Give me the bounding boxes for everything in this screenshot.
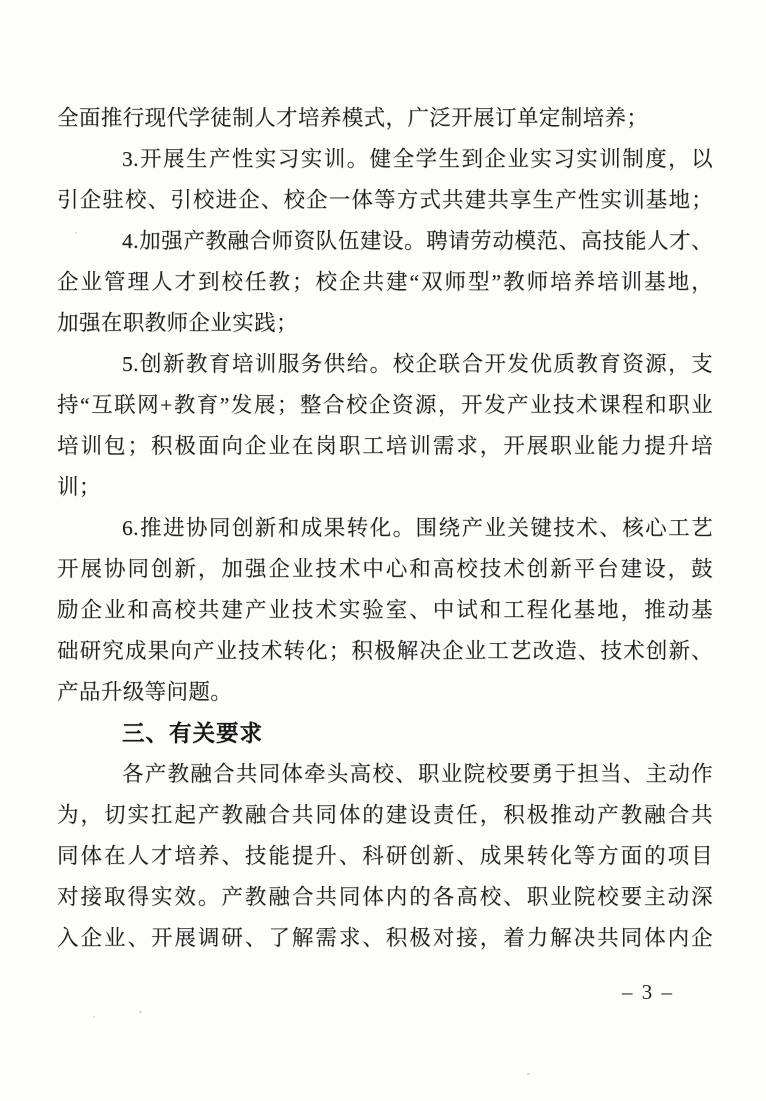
scan-speckle	[75, 232, 77, 234]
document-body	[57, 98, 713, 959]
text-line-item6: 6.推进协同创新和成果转化。围绕产业关键技术、核心工艺	[122, 516, 713, 540]
text-line: 持“互联网+教育”发展；整合校企资源，开发产业技术课程和职业	[57, 393, 713, 417]
section-heading: 三、有关要求	[122, 721, 264, 746]
text-line-item5: 5.创新教育培训服务供给。校企联合开发优质教育资源，支	[122, 352, 713, 376]
text-line: 企业管理人才到校任教；校企共建“双师型”教师培养培训基地，	[57, 270, 713, 294]
scan-speckle	[527, 1073, 530, 1075]
text-line-item3: 3.开展生产性实习实训。健全学生到企业实习实训制度，以	[122, 147, 713, 171]
text-line: 各产教融合共同体牵头高校、职业院校要勇于担当、主动作	[122, 762, 713, 786]
text-line: 励企业和高校共建产业技术实验室、中试和工程化基地，推动基	[57, 598, 713, 622]
text-line: 为，切实扛起产教融合共同体的建设责任，积极推动产教融合共	[57, 803, 713, 827]
page-number: – 3 –	[622, 980, 674, 1004]
text-line: 培训包；积极面向企业在岗职工培训需求，开展职业能力提升培	[57, 434, 713, 458]
text-line: 同体在人才培养、技能提升、科研创新、成果转化等方面的项目	[57, 844, 713, 868]
scan-speckle	[139, 1011, 142, 1013]
text-line: 产品升级等问题。	[57, 680, 233, 704]
text-line: 全面推行现代学徒制人才培养模式，广泛开展订单定制培养；	[57, 106, 649, 130]
text-line-item4: 4.加强产教融合师资队伍建设。聘请劳动模范、高技能人才、	[122, 229, 713, 253]
text-line: 础研究成果向产业技术转化；积极解决企业工艺改造、技术创新、	[57, 639, 713, 663]
text-line: 训；	[57, 475, 101, 499]
text-line: 加强在职教师企业实践；	[57, 311, 298, 335]
text-line: 入企业、开展调研、了解需求、积极对接，着力解决共同体内企	[57, 926, 713, 950]
scan-speckle	[93, 1016, 95, 1018]
text-line: 开展协同创新，加强企业技术中心和高校技术创新平台建设，鼓	[57, 557, 713, 581]
text-line: 引企驻校、引校进企、校企一体等方式共建共享生产性实训基地；	[57, 188, 713, 212]
text-line: 对接取得实效。产教融合共同体内的各高校、职业院校要主动深	[57, 885, 713, 909]
